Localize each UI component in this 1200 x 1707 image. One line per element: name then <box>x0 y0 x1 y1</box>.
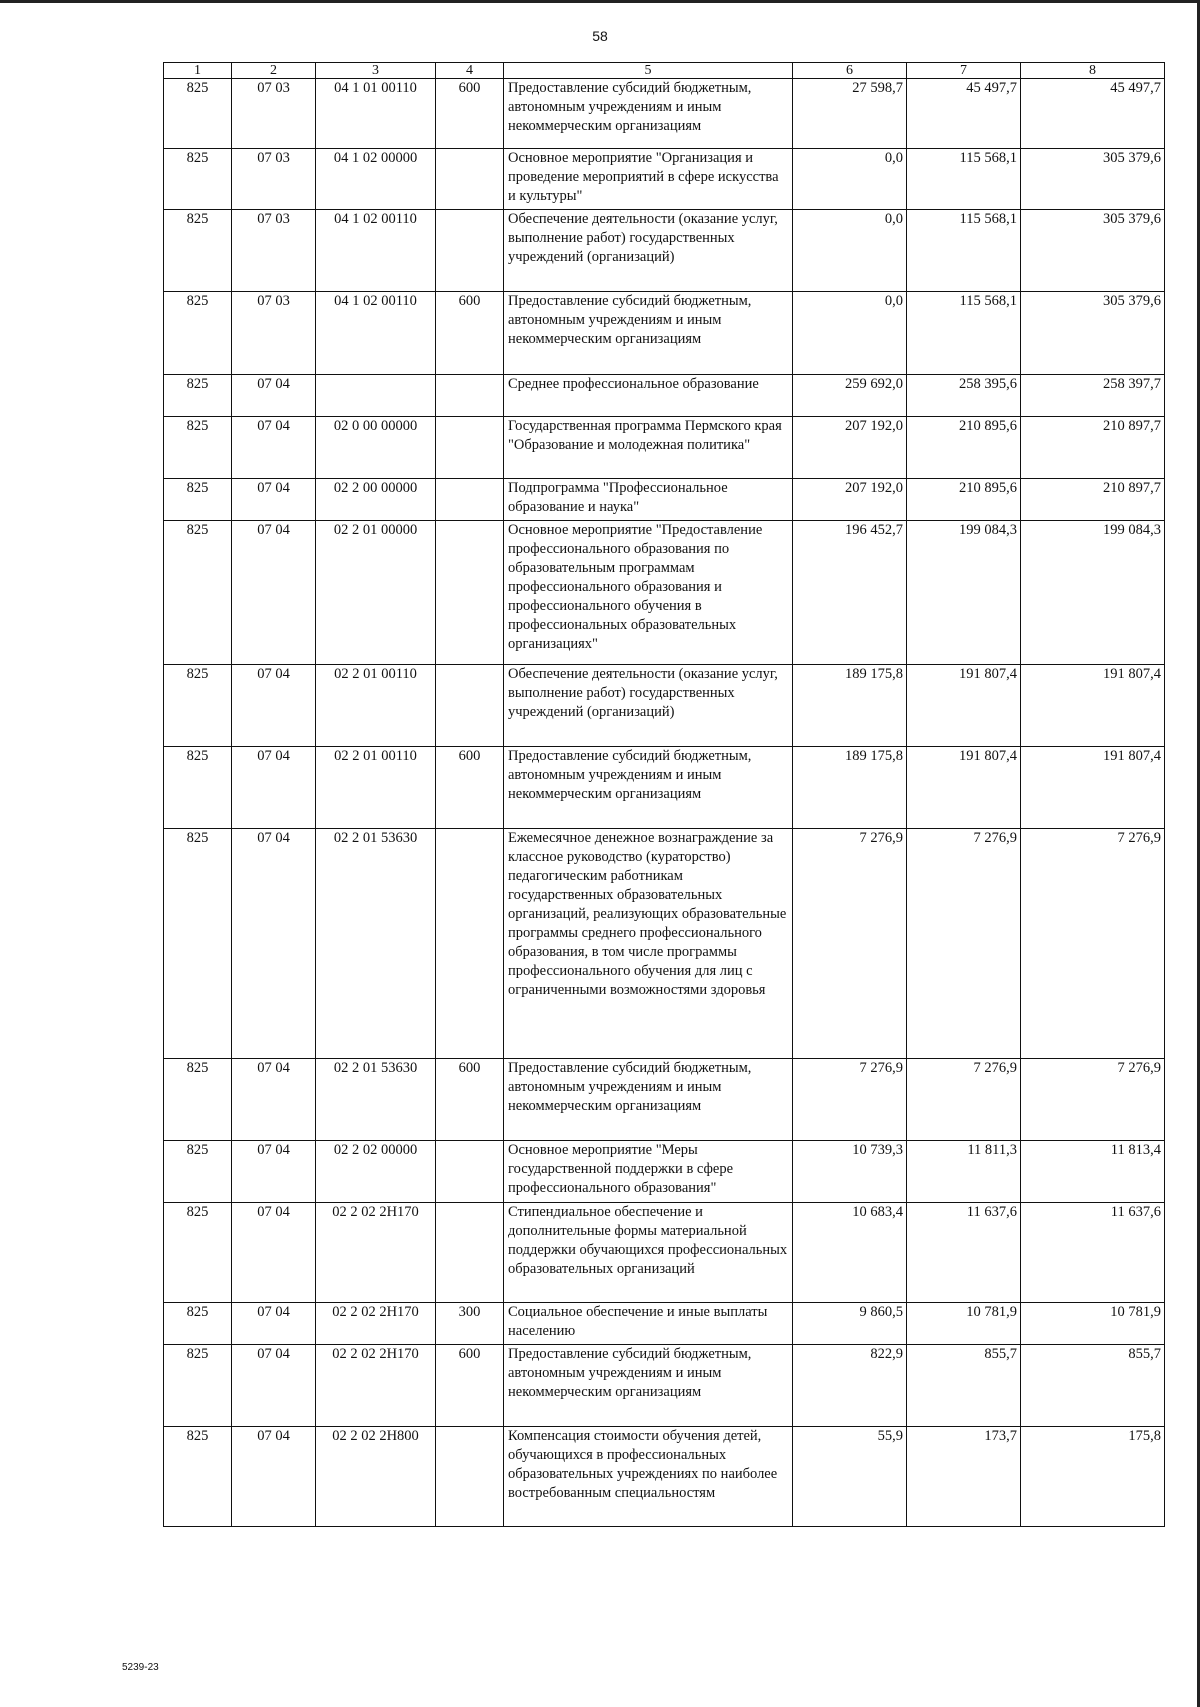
amount-year2-cell: 11 637,6 <box>907 1203 1021 1303</box>
ministry-code-cell: 825 <box>164 829 232 1059</box>
ministry-code-cell: 825 <box>164 375 232 417</box>
amount-year1-cell: 0,0 <box>793 149 907 210</box>
section-code-cell: 07 04 <box>232 665 316 747</box>
expense-type-cell: 600 <box>436 747 504 829</box>
expense-type-cell <box>436 417 504 479</box>
target-article-cell: 04 1 02 00110 <box>316 292 436 375</box>
amount-year2-cell: 115 568,1 <box>907 210 1021 292</box>
description-cell: Обеспечение деятельности (оказание услуг, выполнение работ) государственных учреждений (организаций) <box>504 210 793 292</box>
table-row <box>164 1303 1165 1345</box>
document-code: 5239-23 <box>122 1662 159 1673</box>
target-article-cell: 02 2 02 2Н170 <box>316 1203 436 1303</box>
target-article-cell: 02 2 02 2Н170 <box>316 1303 436 1345</box>
section-code-cell: 07 04 <box>232 1427 316 1527</box>
description-cell: Ежемесячное денежное вознаграждение за классное руководство (кураторство) педагогическим работникам государственных образовательных организаций, реализующих образовательные программы среднего профессионального образования, в том числе программы профессионального обучения для лиц с ограниченными возможностями здоровья <box>504 829 793 1059</box>
amount-year1-cell: 7 276,9 <box>793 1059 907 1141</box>
amount-year1-cell: 189 175,8 <box>793 747 907 829</box>
expense-type-cell: 600 <box>436 1059 504 1141</box>
expense-type-cell: 600 <box>436 79 504 149</box>
expense-type-cell <box>436 1141 504 1203</box>
header-cell: 5 <box>504 63 793 79</box>
table-row <box>164 479 1165 521</box>
description-cell: Предоставление субсидий бюджетным, автономным учреждениям и иным некоммерческим организациям <box>504 1059 793 1141</box>
table-row <box>164 210 1165 292</box>
amount-year1-cell: 196 452,7 <box>793 521 907 665</box>
amount-year2-cell: 210 895,6 <box>907 479 1021 521</box>
description-cell: Государственная программа Пермского края "Образование и молодежная политика" <box>504 417 793 479</box>
section-code-cell: 07 04 <box>232 521 316 665</box>
expense-type-cell <box>436 665 504 747</box>
section-code-cell: 07 04 <box>232 1059 316 1141</box>
expense-type-cell <box>436 1203 504 1303</box>
amount-year2-cell: 210 895,6 <box>907 417 1021 479</box>
amount-year3-cell: 210 897,7 <box>1021 479 1165 521</box>
header-cell: 2 <box>232 63 316 79</box>
amount-year2-cell: 45 497,7 <box>907 79 1021 149</box>
table-row <box>164 292 1165 375</box>
target-article-cell: 04 1 02 00110 <box>316 210 436 292</box>
section-code-cell: 07 04 <box>232 1303 316 1345</box>
section-code-cell: 07 04 <box>232 375 316 417</box>
description-cell: Обеспечение деятельности (оказание услуг, выполнение работ) государственных учреждений (организаций) <box>504 665 793 747</box>
description-cell: Основное мероприятие "Предоставление профессионального образования по образовательным программам профессионального образования и профессионального обучения в профессиональных образовательных организациях" <box>504 521 793 665</box>
amount-year1-cell: 822,9 <box>793 1345 907 1427</box>
amount-year3-cell: 305 379,6 <box>1021 292 1165 375</box>
target-article-cell: 02 2 01 00110 <box>316 747 436 829</box>
amount-year2-cell: 199 084,3 <box>907 521 1021 665</box>
ministry-code-cell: 825 <box>164 1141 232 1203</box>
amount-year3-cell: 175,8 <box>1021 1427 1165 1527</box>
amount-year3-cell: 855,7 <box>1021 1345 1165 1427</box>
amount-year2-cell: 10 781,9 <box>907 1303 1021 1345</box>
amount-year2-cell: 258 395,6 <box>907 375 1021 417</box>
target-article-cell: 02 0 00 00000 <box>316 417 436 479</box>
expense-type-cell: 300 <box>436 1303 504 1345</box>
amount-year3-cell: 305 379,6 <box>1021 149 1165 210</box>
table-row <box>164 829 1165 1059</box>
amount-year2-cell: 7 276,9 <box>907 829 1021 1059</box>
ministry-code-cell: 825 <box>164 1303 232 1345</box>
table-row <box>164 1345 1165 1427</box>
table-row <box>164 1141 1165 1203</box>
description-cell: Предоставление субсидий бюджетным, автономным учреждениям и иным некоммерческим организациям <box>504 747 793 829</box>
scan-edge-top <box>0 0 1200 3</box>
table-row <box>164 79 1165 149</box>
table-row <box>164 149 1165 210</box>
amount-year1-cell: 0,0 <box>793 210 907 292</box>
expense-type-cell <box>436 375 504 417</box>
target-article-cell: 02 2 01 53630 <box>316 1059 436 1141</box>
expense-type-cell: 600 <box>436 292 504 375</box>
description-cell: Среднее профессиональное образование <box>504 375 793 417</box>
table-row <box>164 665 1165 747</box>
amount-year1-cell: 207 192,0 <box>793 417 907 479</box>
amount-year3-cell: 7 276,9 <box>1021 829 1165 1059</box>
amount-year3-cell: 258 397,7 <box>1021 375 1165 417</box>
section-code-cell: 07 03 <box>232 79 316 149</box>
amount-year3-cell: 10 781,9 <box>1021 1303 1165 1345</box>
amount-year3-cell: 191 807,4 <box>1021 747 1165 829</box>
target-article-cell: 02 2 02 2Н800 <box>316 1427 436 1527</box>
description-cell: Подпрограмма "Профессиональное образование и наука" <box>504 479 793 521</box>
amount-year1-cell: 55,9 <box>793 1427 907 1527</box>
ministry-code-cell: 825 <box>164 79 232 149</box>
header-cell: 3 <box>316 63 436 79</box>
table-row <box>164 417 1165 479</box>
amount-year1-cell: 189 175,8 <box>793 665 907 747</box>
target-article-cell: 02 2 00 00000 <box>316 479 436 521</box>
table-row <box>164 1059 1165 1141</box>
ministry-code-cell: 825 <box>164 747 232 829</box>
table-row <box>164 1427 1165 1527</box>
target-article-cell: 02 2 01 00000 <box>316 521 436 665</box>
description-cell: Основное мероприятие "Организация и проведение мероприятий в сфере искусства и культуры" <box>504 149 793 210</box>
header-cell: 4 <box>436 63 504 79</box>
header-cell: 7 <box>907 63 1021 79</box>
amount-year2-cell: 115 568,1 <box>907 149 1021 210</box>
amount-year1-cell: 10 683,4 <box>793 1203 907 1303</box>
section-code-cell: 07 04 <box>232 1203 316 1303</box>
page-number: 58 <box>592 28 608 44</box>
amount-year2-cell: 855,7 <box>907 1345 1021 1427</box>
section-code-cell: 07 04 <box>232 417 316 479</box>
expense-type-cell <box>436 521 504 665</box>
ministry-code-cell: 825 <box>164 1059 232 1141</box>
description-cell: Компенсация стоимости обучения детей, обучающихся в профессиональных образовательных учреждениях по наиболее востребованным специальностям <box>504 1427 793 1527</box>
section-code-cell: 07 04 <box>232 479 316 521</box>
table-row <box>164 747 1165 829</box>
header-cell: 1 <box>164 63 232 79</box>
amount-year3-cell: 7 276,9 <box>1021 1059 1165 1141</box>
ministry-code-cell: 825 <box>164 292 232 375</box>
amount-year2-cell: 191 807,4 <box>907 665 1021 747</box>
target-article-cell: 02 2 02 2Н170 <box>316 1345 436 1427</box>
ministry-code-cell: 825 <box>164 521 232 665</box>
ministry-code-cell: 825 <box>164 665 232 747</box>
description-cell: Предоставление субсидий бюджетным, автономным учреждениям и иным некоммерческим организациям <box>504 1345 793 1427</box>
amount-year3-cell: 191 807,4 <box>1021 665 1165 747</box>
header-cell: 6 <box>793 63 907 79</box>
ministry-code-cell: 825 <box>164 1345 232 1427</box>
table-row <box>164 1203 1165 1303</box>
amount-year1-cell: 207 192,0 <box>793 479 907 521</box>
amount-year3-cell: 199 084,3 <box>1021 521 1165 665</box>
section-code-cell: 07 04 <box>232 1141 316 1203</box>
amount-year2-cell: 115 568,1 <box>907 292 1021 375</box>
description-cell: Основное мероприятие "Меры государственной поддержки в сфере профессионального образования" <box>504 1141 793 1203</box>
expense-type-cell <box>436 1427 504 1527</box>
section-code-cell: 07 03 <box>232 149 316 210</box>
amount-year1-cell: 259 692,0 <box>793 375 907 417</box>
expense-type-cell <box>436 479 504 521</box>
amount-year3-cell: 11 813,4 <box>1021 1141 1165 1203</box>
table-header-row <box>164 63 1165 79</box>
target-article-cell: 02 2 02 00000 <box>316 1141 436 1203</box>
amount-year1-cell: 10 739,3 <box>793 1141 907 1203</box>
ministry-code-cell: 825 <box>164 1203 232 1303</box>
section-code-cell: 07 03 <box>232 210 316 292</box>
description-cell: Социальное обеспечение и иные выплаты населению <box>504 1303 793 1345</box>
amount-year2-cell: 7 276,9 <box>907 1059 1021 1141</box>
ministry-code-cell: 825 <box>164 210 232 292</box>
ministry-code-cell: 825 <box>164 149 232 210</box>
description-cell: Предоставление субсидий бюджетным, автономным учреждениям и иным некоммерческим организациям <box>504 292 793 375</box>
amount-year3-cell: 210 897,7 <box>1021 417 1165 479</box>
header-cell: 8 <box>1021 63 1165 79</box>
amount-year1-cell: 27 598,7 <box>793 79 907 149</box>
target-article-cell <box>316 375 436 417</box>
amount-year3-cell: 11 637,6 <box>1021 1203 1165 1303</box>
table-row <box>164 375 1165 417</box>
ministry-code-cell: 825 <box>164 479 232 521</box>
expense-type-cell <box>436 829 504 1059</box>
budget-table <box>163 62 1165 1527</box>
amount-year2-cell: 11 811,3 <box>907 1141 1021 1203</box>
expense-type-cell: 600 <box>436 1345 504 1427</box>
target-article-cell: 02 2 01 00110 <box>316 665 436 747</box>
target-article-cell: 04 1 02 00000 <box>316 149 436 210</box>
target-article-cell: 04 1 01 00110 <box>316 79 436 149</box>
amount-year2-cell: 173,7 <box>907 1427 1021 1527</box>
description-cell: Стипендиальное обеспечение и дополнительные формы материальной поддержки обучающихся профессиональных образовательных организаций <box>504 1203 793 1303</box>
section-code-cell: 07 03 <box>232 292 316 375</box>
section-code-cell: 07 04 <box>232 747 316 829</box>
target-article-cell: 02 2 01 53630 <box>316 829 436 1059</box>
section-code-cell: 07 04 <box>232 1345 316 1427</box>
amount-year1-cell: 0,0 <box>793 292 907 375</box>
table-row <box>164 521 1165 665</box>
expense-type-cell <box>436 210 504 292</box>
ministry-code-cell: 825 <box>164 417 232 479</box>
expense-type-cell <box>436 149 504 210</box>
amount-year3-cell: 45 497,7 <box>1021 79 1165 149</box>
amount-year1-cell: 7 276,9 <box>793 829 907 1059</box>
amount-year3-cell: 305 379,6 <box>1021 210 1165 292</box>
description-cell: Предоставление субсидий бюджетным, автономным учреждениям и иным некоммерческим организациям <box>504 79 793 149</box>
amount-year1-cell: 9 860,5 <box>793 1303 907 1345</box>
ministry-code-cell: 825 <box>164 1427 232 1527</box>
amount-year2-cell: 191 807,4 <box>907 747 1021 829</box>
section-code-cell: 07 04 <box>232 829 316 1059</box>
